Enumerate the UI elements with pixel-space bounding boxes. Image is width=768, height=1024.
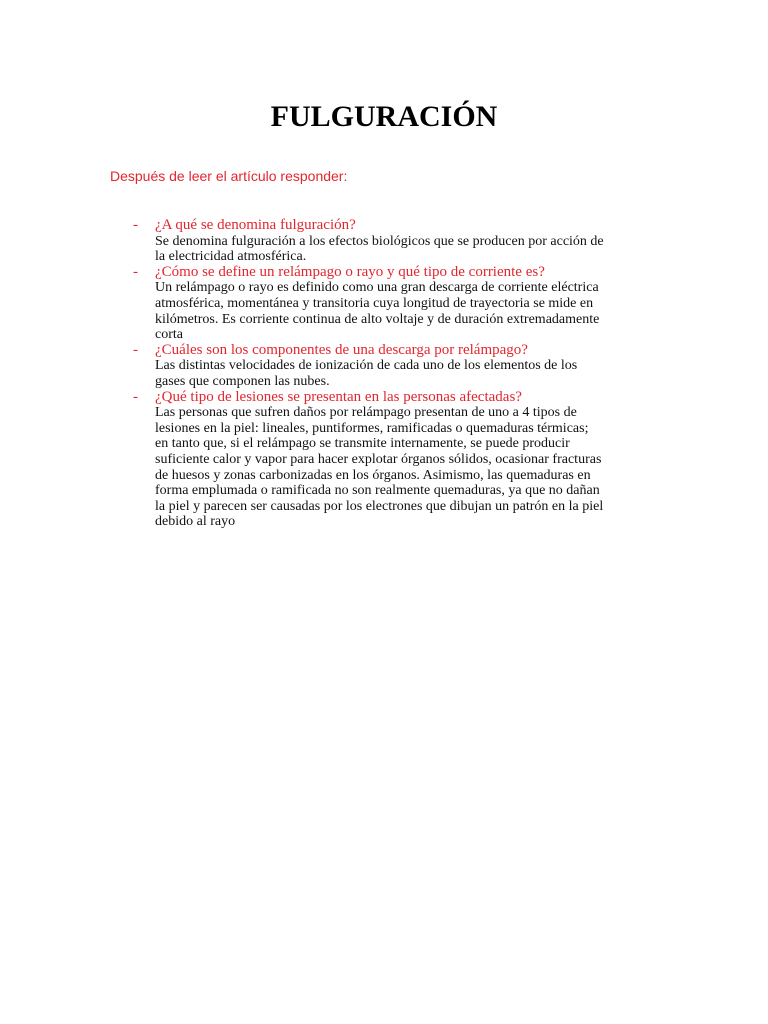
answer-line: la piel y parecen ser causadas por los electrones que dibujan un patrón en la piel bbox=[155, 498, 604, 514]
instruction-text: Después de leer el artículo responder: bbox=[110, 168, 348, 184]
answer-line: de huesos y zonas carbonizadas en los órganos. Asimismo, las quemaduras en bbox=[155, 467, 591, 483]
list-item bbox=[0, 343, 768, 390]
answer bbox=[155, 234, 768, 265]
answer-line: en tanto que, si el relámpago se transmite internamente, se puede producir bbox=[155, 436, 570, 452]
question-list bbox=[0, 218, 768, 530]
list-bullet: - bbox=[133, 341, 138, 358]
answer-line: kilómetros. Es corriente continua de alto voltaje y de duración extremadamente bbox=[155, 311, 600, 327]
list-bullet: - bbox=[133, 388, 138, 405]
answer bbox=[155, 280, 768, 342]
answer-line: Un relámpago o rayo es definido como una gran descarga de corriente eléctrica bbox=[155, 280, 599, 296]
answer bbox=[155, 358, 768, 389]
question: ¿Cómo se define un relámpago o rayo y qué tipo de corriente es? bbox=[155, 263, 545, 280]
answer-line: Se denomina fulguración a los efectos biológicos que se producen por acción de bbox=[155, 233, 604, 249]
item-content bbox=[155, 343, 768, 390]
list-item bbox=[0, 390, 768, 530]
question: ¿A qué se denomina fulguración? bbox=[155, 217, 356, 233]
list-bullet: - bbox=[133, 217, 138, 233]
answer-line: suficiente calor y vapor para hacer explotar órganos sólidos, ocasionar fracturas bbox=[155, 451, 602, 467]
list-item bbox=[0, 265, 768, 343]
item-content bbox=[155, 218, 768, 265]
answer-line: corta bbox=[155, 327, 183, 343]
answer bbox=[155, 405, 768, 530]
list-bullet: - bbox=[133, 263, 138, 280]
answer-line: forma emplumada o ramificada no son realmente quemaduras, ya que no dañan bbox=[155, 483, 600, 499]
question: ¿Cuáles son los componentes de una descarga por relámpago? bbox=[155, 341, 528, 358]
item-content bbox=[155, 265, 768, 343]
answer-line: la electricidad atmosférica. bbox=[155, 249, 307, 265]
answer-line: Las personas que sufren daños por relámpago presentan de uno a 4 tipos de bbox=[155, 405, 577, 421]
answer-line: atmosférica, momentánea y transitoria cuya longitud de trayectoria se mide en bbox=[155, 295, 594, 311]
item-content bbox=[155, 390, 768, 530]
answer-line: debido al rayo bbox=[155, 514, 236, 530]
page-title: FULGURACIÓN bbox=[270, 100, 498, 133]
answer-line: gases que componen las nubes. bbox=[155, 373, 330, 389]
list-item bbox=[0, 218, 768, 265]
answer-line: lesiones en la piel: lineales, puntiformes, ramificadas o quemaduras térmicas; bbox=[155, 420, 589, 436]
question: ¿Qué tipo de lesiones se presentan en las personas afectadas? bbox=[155, 388, 522, 405]
answer-line: Las distintas velocidades de ionización de cada uno de los elementos de los bbox=[155, 358, 578, 374]
